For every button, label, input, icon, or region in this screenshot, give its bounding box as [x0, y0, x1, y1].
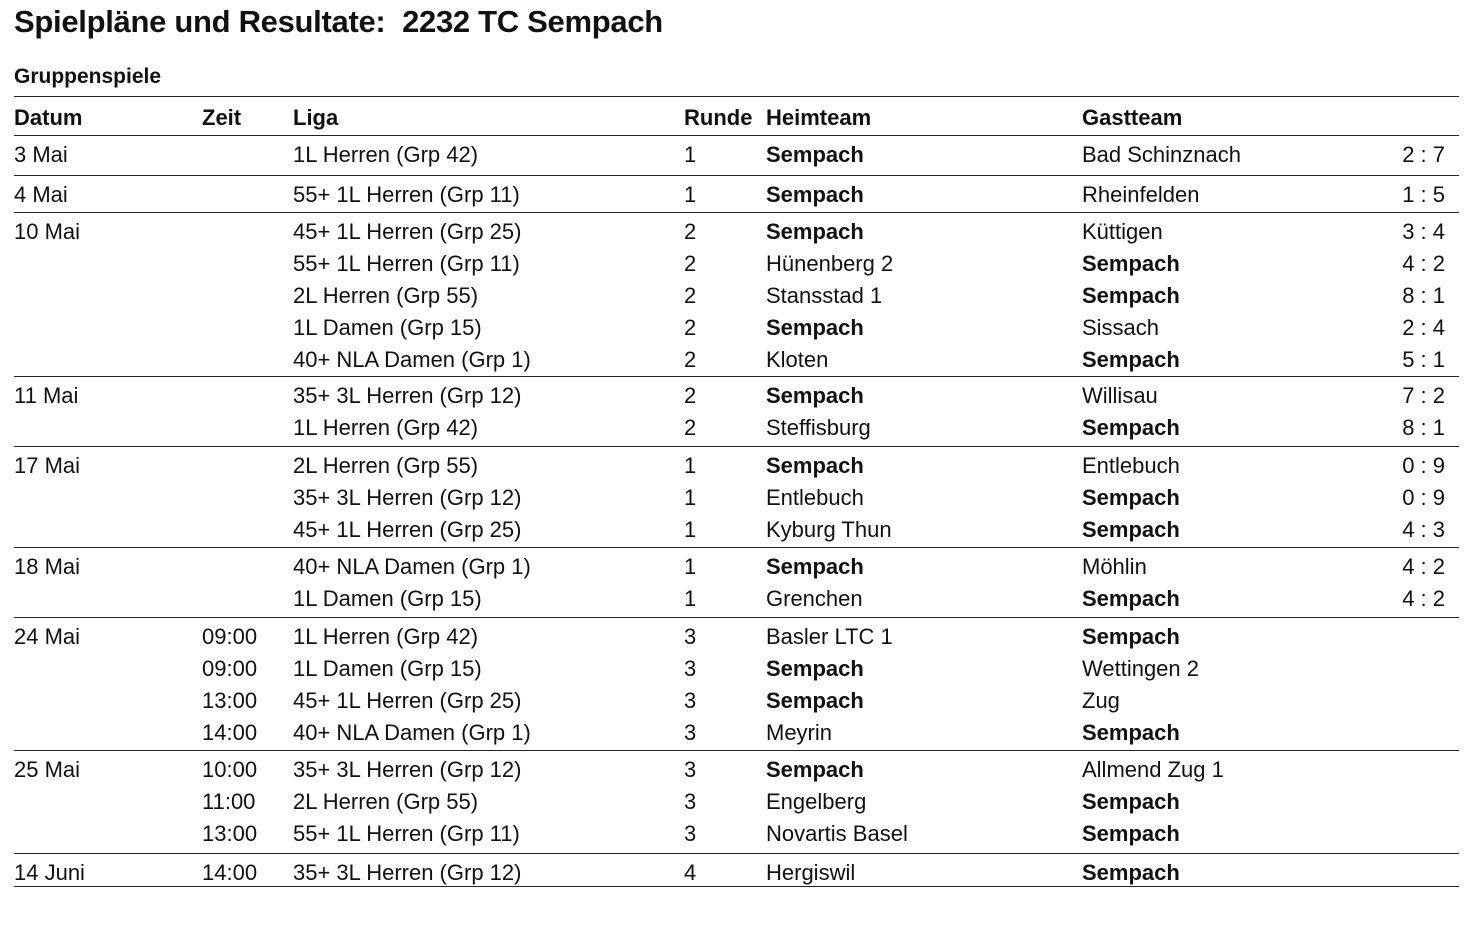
cell-gastteam: Bad Schinznach [1082, 142, 1241, 167]
table-row [14, 580, 1459, 612]
cell-runde: 3 [684, 656, 697, 681]
table-row [14, 511, 1459, 543]
cell-zeit: 13:00 [202, 688, 258, 713]
cell-gastteam: Sissach [1082, 315, 1160, 340]
table-row [14, 245, 1459, 277]
cell-gastteam: Entlebuch [1082, 453, 1180, 478]
date-group [14, 618, 1459, 751]
cell-zeit: 11:00 [202, 789, 256, 814]
cell-gastteam: Wettingen 2 [1082, 656, 1200, 681]
cell-datum: 14 Juni [14, 860, 85, 885]
cell-liga: 1L Herren (Grp 42) [293, 142, 479, 167]
table-row [14, 714, 1459, 746]
cell-liga: 55+ 1L Herren (Grp 11) [293, 251, 520, 276]
cell-heimteam: Kloten [766, 347, 829, 372]
header-runde: Runde [684, 105, 753, 130]
cell-runde: 1 [684, 182, 697, 207]
cell-liga: 35+ 3L Herren (Grp 12) [293, 485, 522, 510]
cell-runde: 1 [684, 142, 697, 167]
cell-gastteam: Zug [1082, 688, 1120, 713]
cell-runde: 1 [684, 485, 697, 510]
cell-liga: 35+ 3L Herren (Grp 12) [293, 860, 522, 885]
cell-zeit: 09:00 [202, 624, 258, 649]
cell-gastteam: Sempach [1082, 283, 1180, 308]
cell-resultat: 0 : 9 [1402, 453, 1445, 478]
table-row [14, 751, 1459, 783]
cell-gastteam: Sempach [1082, 586, 1180, 611]
cell-runde: 3 [684, 720, 697, 745]
header-liga: Liga [293, 105, 339, 130]
cell-datum: 10 Mai [14, 219, 81, 244]
cell-datum: 17 Mai [14, 453, 81, 478]
cell-resultat: 5 : 1 [1402, 347, 1445, 372]
cell-heimteam: Grenchen [766, 586, 863, 611]
cell-gastteam: Sempach [1082, 720, 1180, 745]
cell-liga: 45+ 1L Herren (Grp 25) [293, 517, 522, 542]
cell-gastteam: Rheinfelden [1082, 182, 1200, 207]
date-group [14, 176, 1459, 213]
cell-liga: 1L Damen (Grp 15) [293, 315, 482, 340]
table-row [14, 277, 1459, 309]
cell-datum: 11 Mai [14, 383, 79, 408]
cell-liga: 55+ 1L Herren (Grp 11) [293, 821, 520, 846]
cell-heimteam: Sempach [766, 182, 864, 207]
table-row [14, 213, 1459, 245]
table-row [14, 309, 1459, 341]
table-row [14, 650, 1459, 682]
header-heimteam: Heimteam [766, 105, 872, 130]
cell-liga: 45+ 1L Herren (Grp 25) [293, 688, 522, 713]
table-row [14, 341, 1459, 373]
cell-heimteam: Sempach [766, 688, 864, 713]
table-row [14, 377, 1459, 409]
cell-runde: 3 [684, 757, 697, 782]
cell-datum: 18 Mai [14, 554, 81, 579]
cell-liga: 1L Damen (Grp 15) [293, 586, 482, 611]
cell-gastteam: Sempach [1082, 624, 1180, 649]
cell-runde: 2 [684, 283, 697, 308]
cell-liga: 55+ 1L Herren (Grp 11) [293, 182, 520, 207]
cell-resultat: 8 : 1 [1402, 415, 1445, 440]
cell-liga: 1L Herren (Grp 42) [293, 624, 479, 649]
cell-zeit: 10:00 [202, 757, 258, 782]
cell-heimteam: Sempach [766, 656, 864, 681]
cell-liga: 35+ 3L Herren (Grp 12) [293, 383, 522, 408]
cell-runde: 3 [684, 821, 697, 846]
cell-resultat: 2 : 7 [1402, 142, 1445, 167]
cell-runde: 2 [684, 347, 697, 372]
date-group [14, 751, 1459, 854]
table-row [14, 854, 1459, 886]
date-group [14, 136, 1459, 176]
cell-resultat: 2 : 4 [1402, 315, 1445, 340]
cell-runde: 4 [684, 860, 697, 885]
section-title: Gruppenspiele [14, 65, 162, 88]
table-row [14, 815, 1459, 847]
cell-datum: 3 Mai [14, 142, 68, 167]
cell-runde: 2 [684, 219, 697, 244]
cell-gastteam: Sempach [1082, 860, 1180, 885]
cell-liga: 40+ NLA Damen (Grp 1) [293, 554, 531, 579]
table-row [14, 479, 1459, 511]
table-row [14, 783, 1459, 815]
cell-runde: 1 [684, 554, 697, 579]
table-row [14, 136, 1459, 168]
cell-runde: 1 [684, 586, 697, 611]
cell-runde: 3 [684, 624, 697, 649]
cell-liga: 2L Herren (Grp 55) [293, 789, 479, 814]
cell-heimteam: Novartis Basel [766, 821, 908, 846]
cell-heimteam: Sempach [766, 315, 864, 340]
cell-datum: 25 Mai [14, 757, 81, 782]
cell-zeit: 14:00 [202, 860, 258, 885]
cell-runde: 2 [684, 315, 697, 340]
cell-liga: 45+ 1L Herren (Grp 25) [293, 219, 522, 244]
table-row [14, 682, 1459, 714]
cell-runde: 3 [684, 789, 697, 814]
table-row [14, 618, 1459, 650]
cell-zeit: 14:00 [202, 720, 258, 745]
cell-heimteam: Engelberg [766, 789, 867, 814]
cell-heimteam: Sempach [766, 757, 864, 782]
cell-zeit: 13:00 [202, 821, 258, 846]
cell-gastteam: Sempach [1082, 821, 1180, 846]
cell-runde: 1 [684, 453, 697, 478]
cell-heimteam: Stansstad 1 [766, 283, 883, 308]
header-gastteam: Gastteam [1082, 105, 1183, 130]
cell-heimteam: Sempach [766, 453, 864, 478]
cell-gastteam: Sempach [1082, 347, 1180, 372]
cell-liga: 1L Damen (Grp 15) [293, 656, 482, 681]
cell-resultat: 0 : 9 [1402, 485, 1445, 510]
cell-datum: 4 Mai [14, 182, 68, 207]
cell-gastteam: Allmend Zug 1 [1082, 757, 1224, 782]
cell-heimteam: Kyburg Thun [766, 517, 892, 542]
page-title: Spielpläne und Resultate: 2232 TC Sempach [14, 4, 663, 39]
cell-heimteam: Meyrin [766, 720, 833, 745]
cell-heimteam: Hergiswil [766, 860, 856, 885]
cell-resultat: 4 : 2 [1402, 251, 1445, 276]
table-row [14, 447, 1459, 479]
cell-runde: 2 [684, 415, 697, 440]
cell-resultat: 1 : 5 [1402, 182, 1445, 207]
cell-heimteam: Sempach [766, 554, 864, 579]
table-row [14, 176, 1459, 208]
cell-liga: 2L Herren (Grp 55) [293, 453, 479, 478]
cell-liga: 40+ NLA Damen (Grp 1) [293, 347, 531, 372]
cell-gastteam: Willisau [1082, 383, 1158, 408]
cell-heimteam: Sempach [766, 383, 864, 408]
cell-resultat: 3 : 4 [1402, 219, 1445, 244]
cell-resultat: 8 : 1 [1402, 283, 1445, 308]
cell-heimteam: Steffisburg [766, 415, 871, 440]
cell-runde: 3 [684, 688, 697, 713]
cell-gastteam: Sempach [1082, 251, 1180, 276]
cell-liga: 40+ NLA Damen (Grp 1) [293, 720, 531, 745]
date-group [14, 548, 1459, 618]
cell-resultat: 4 : 3 [1402, 517, 1445, 542]
date-group [14, 377, 1459, 447]
cell-liga: 35+ 3L Herren (Grp 12) [293, 757, 522, 782]
cell-runde: 2 [684, 251, 697, 276]
cell-gastteam: Sempach [1082, 485, 1180, 510]
cell-runde: 1 [684, 517, 697, 542]
date-group [14, 854, 1459, 887]
cell-liga: 1L Herren (Grp 42) [293, 415, 479, 440]
header-datum: Datum [14, 105, 83, 130]
cell-resultat: 7 : 2 [1402, 383, 1445, 408]
cell-gastteam: Möhlin [1082, 554, 1147, 579]
date-group [14, 447, 1459, 548]
cell-heimteam: Entlebuch [766, 485, 864, 510]
cell-runde: 2 [684, 383, 697, 408]
cell-gastteam: Sempach [1082, 517, 1180, 542]
cell-gastteam: Sempach [1082, 789, 1180, 814]
cell-heimteam: Hünenberg 2 [766, 251, 894, 276]
cell-zeit: 09:00 [202, 656, 258, 681]
date-group [14, 213, 1459, 377]
cell-heimteam: Basler LTC 1 [766, 624, 893, 649]
cell-datum: 24 Mai [14, 624, 81, 649]
table-header [14, 96, 1459, 136]
table-row [14, 548, 1459, 580]
cell-liga: 2L Herren (Grp 55) [293, 283, 479, 308]
table-row [14, 409, 1459, 441]
cell-resultat: 4 : 2 [1402, 586, 1445, 611]
header-zeit: Zeit [202, 105, 242, 130]
schedule-table [14, 96, 1459, 887]
cell-gastteam: Küttigen [1082, 219, 1163, 244]
cell-resultat: 4 : 2 [1402, 554, 1445, 579]
cell-gastteam: Sempach [1082, 415, 1180, 440]
cell-heimteam: Sempach [766, 219, 864, 244]
table-body [14, 136, 1459, 887]
cell-heimteam: Sempach [766, 142, 864, 167]
